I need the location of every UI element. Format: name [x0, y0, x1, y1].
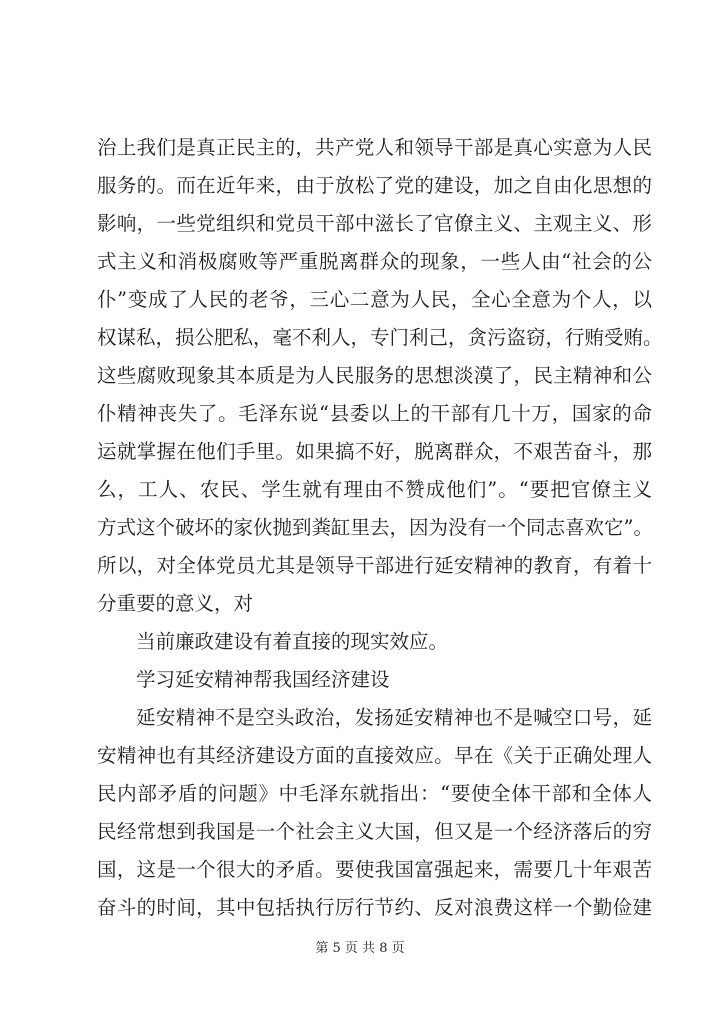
text-line: 国，这是一个很大的矛盾。要使我国富强起来，需要几十年艰苦 [97, 858, 652, 881]
text-line: 仆”变成了人民的老爷，三心二意为人民，全心全意为个人，以 [97, 288, 652, 311]
text-line: 运就掌握在他们手里。如果搞不好，脱离群众，不艰苦奋斗，那 [97, 440, 652, 463]
page-footer: 第 5 页 共 8 页 [315, 941, 405, 956]
text-line: 分重要的意义，对 [97, 592, 254, 615]
text-line: 民内部矛盾的问题》中毛泽东就指出：“要使全体干部和全体人 [97, 782, 652, 805]
text-line: 这些腐败现象其本质是为人民服务的思想淡漠了，民主精神和公 [97, 364, 652, 387]
text-line: 所以，对全体党员尤其是领导干部进行延安精神的教育，有着十 [97, 554, 652, 577]
text-line: 治上我们是真正民主的，共产党人和领导干部是真心实意为人民 [97, 136, 652, 159]
text-line: 权谋私，损公肥私，毫不利人，专门利己，贪污盗窃，行贿受贿。 [97, 326, 663, 349]
text-line: 方式这个破坏的家伙抛到粪缸里去，因为没有一个同志喜欢它”。 [97, 516, 653, 539]
text-line: 当前廉政建设有着直接的现实效应。 [136, 630, 449, 653]
text-line: 仆精神丧失了。毛泽东说“县委以上的干部有几十万，国家的命 [97, 402, 652, 425]
text-line: 影响，一些党组织和党员干部中滋长了官僚主义、主观主义、形 [97, 212, 652, 235]
text-line: 服务的。而在近年来，由于放松了党的建设，加之自由化思想的 [97, 174, 652, 197]
text-line: 安精神也有其经济建设方面的直接效应。早在《关于正确处理人 [97, 744, 652, 767]
text-line: 么，工人、农民、学生就有理由不赞成他们”。“要把官僚主义 [97, 478, 652, 501]
text-line: 式主义和消极腐败等严重脱离群众的现象，一些人由“社会的公 [97, 250, 652, 273]
text-line: 奋斗的时间，其中包括执行厉行节约、反对浪费这样一个勤俭建 [97, 896, 652, 919]
text-line: 民经常想到我国是一个社会主义大国，但又是一个经济落后的穷 [97, 820, 652, 843]
text-line: 延安精神不是空头政治，发扬延安精神也不是喊空口号，延 [136, 706, 652, 729]
section-heading: 学习延安精神帮我国经济建设 [136, 668, 390, 691]
